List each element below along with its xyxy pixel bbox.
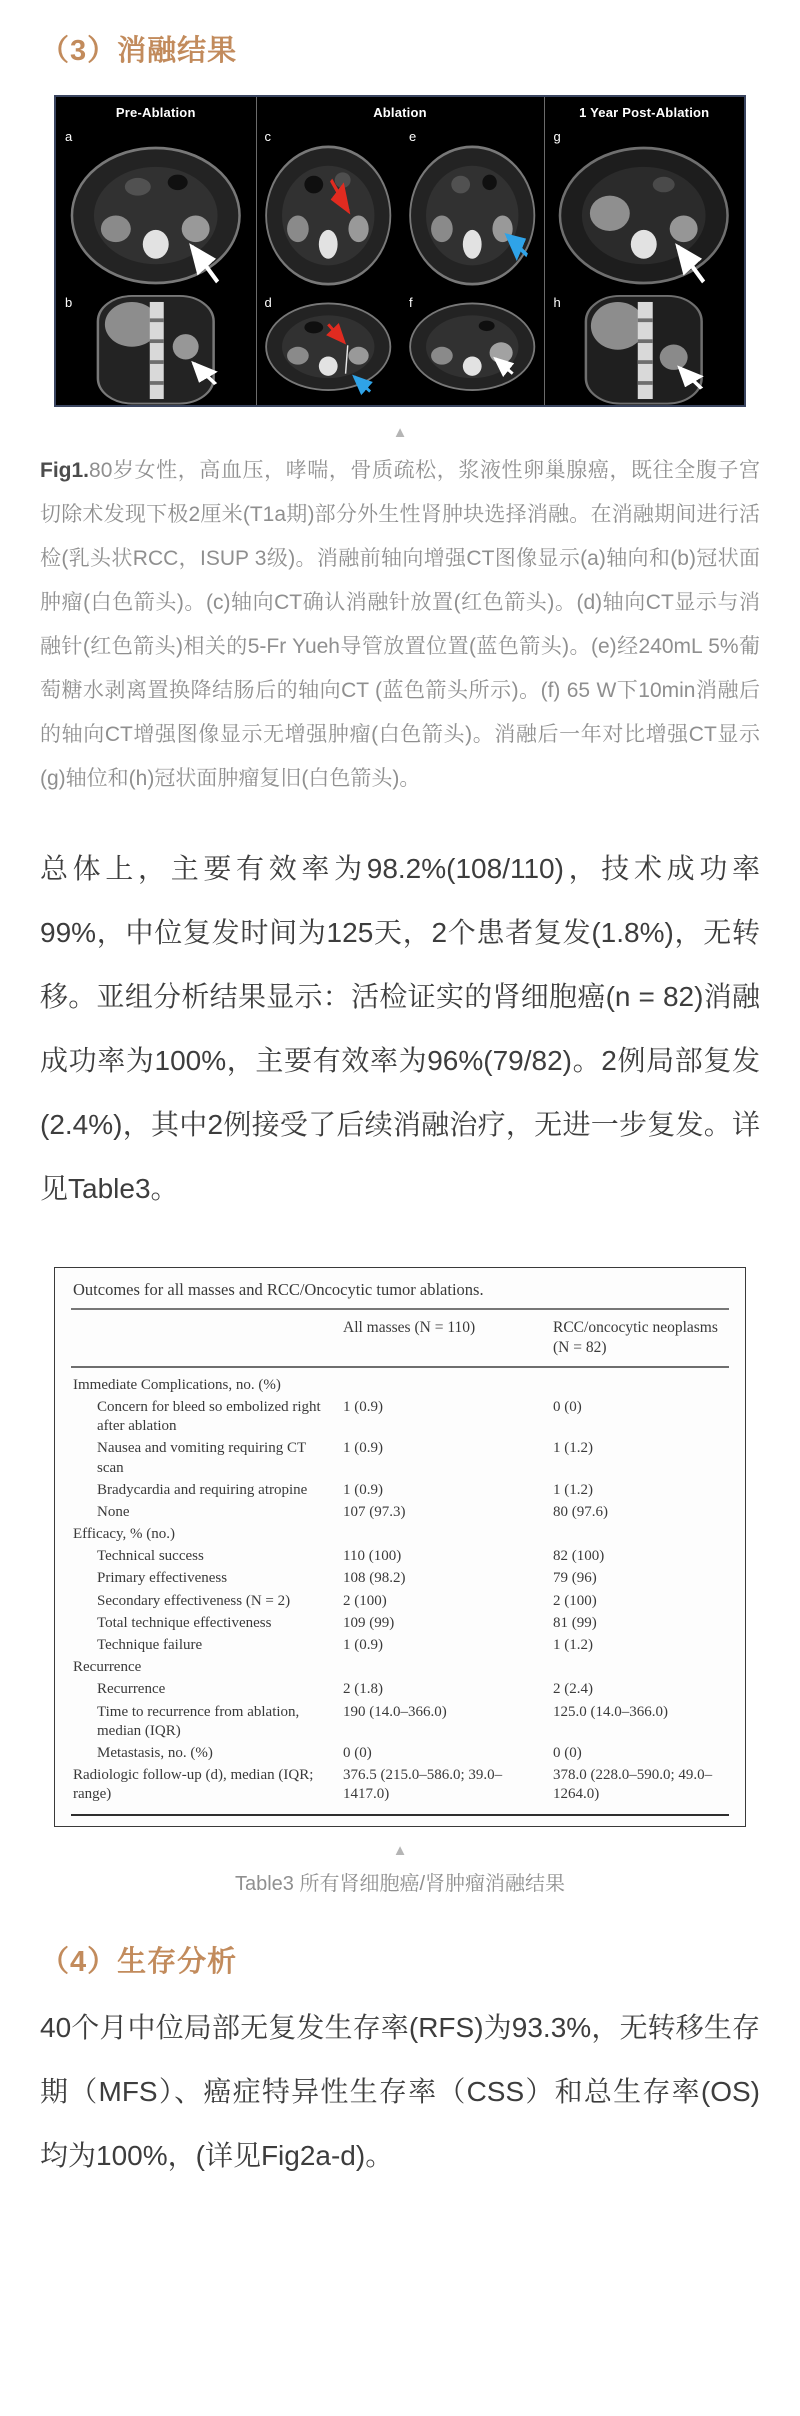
row-label: Radiologic follow-up (d), median (IQR; range) bbox=[73, 1767, 314, 1803]
panel-label: c bbox=[264, 129, 272, 144]
table-header-all-masses: All masses (N = 110) bbox=[343, 1319, 476, 1336]
panel-label: g bbox=[553, 129, 561, 144]
ct-axial-image bbox=[400, 293, 544, 405]
table-row bbox=[71, 1742, 729, 1764]
row-label: Bradycardia and requiring atropine bbox=[97, 1481, 308, 1498]
figure-column-divider bbox=[256, 97, 257, 405]
figure-column-header-pre-ablation: Pre-Ablation bbox=[115, 104, 196, 120]
figure-caption-text: 80岁女性，高血压，哮喘，骨质疏松，浆液性卵巢腺癌，既往全腹子宫切除术发现下极2厘米(T1a期)部分外生性肾肿块选择消融。在消融期间进行活检(乳头状RCC，ISUP 3级)。消融前轴向增强CT图像显示(a)轴向和(b)冠状面肿瘤(白色箭头)。(c)轴向CT确认消融针放置(红色箭头)。(d)轴向CT显示与消融针(红色箭头)相关的5-Fr Yueh导管放置位置(蓝色箭头)。(e)经240mL 5%葡萄糖水剥离置换降结肠后的轴向CT (蓝色箭头所示)。(f) 65 W下10min消融后的轴向CT增强图像显示无增强肿瘤(白色箭头)。消融后一年对比增强CT显示(g)轴位和(h)冠状面肿瘤复旧(白色箭头)。 bbox=[40, 459, 760, 790]
figure-row-top bbox=[56, 127, 744, 293]
rcc-value: 0 (0) bbox=[553, 1744, 582, 1761]
all-masses-value: 190 (14.0–366.0) bbox=[343, 1703, 447, 1720]
panel-label: b bbox=[65, 295, 73, 310]
ct-coronal-image bbox=[544, 293, 744, 405]
survival-paragraph: 40个月中位局部无复发生存率(RFS)为93.3%，无转移生存期（MFS）、癌症特异性生存率（CSS）和总生存率(OS)均为100%，(详见Fig2a-d)。 bbox=[40, 2012, 760, 2172]
all-masses-value: 108 (98.2) bbox=[343, 1570, 406, 1587]
table-header-rcc: RCC/oncocytic neoplasms (N = 82) bbox=[553, 1319, 718, 1357]
rcc-value: 0 (0) bbox=[553, 1398, 582, 1415]
rcc-value: 81 (99) bbox=[553, 1614, 597, 1631]
results-paragraph: 总体上，主要有效率为98.2%(108/110)，技术成功率99%，中位复发时间为125天，2个患者复发(1.8%)，无转移。亚组分析结果显示：活检证实的肾细胞癌(n = 82)消融成功率为100%，主要有效率为96%(79/82)。2例局部复发(2.4%)，其中2例接受了后续消融治疗，无进一步复发。详见Table3。 bbox=[40, 853, 760, 1204]
table-row bbox=[71, 1765, 729, 1806]
rcc-value: 2 (2.4) bbox=[553, 1681, 593, 1698]
rcc-value: 2 (100) bbox=[553, 1592, 597, 1609]
ct-panel-f bbox=[400, 293, 544, 405]
figure-caption-label: Fig1. bbox=[40, 459, 90, 482]
figure-column-divider bbox=[544, 97, 545, 405]
rcc-value: 378.0 (228.0–590.0; 49.0–1264.0) bbox=[553, 1767, 713, 1803]
panel-label: d bbox=[264, 295, 272, 310]
rcc-value: 82 (100) bbox=[553, 1548, 605, 1565]
ct-axial-image bbox=[400, 127, 544, 293]
all-masses-value: 1 (0.9) bbox=[343, 1637, 383, 1654]
row-label: Technique failure bbox=[97, 1637, 203, 1654]
rcc-value: 1 (1.2) bbox=[553, 1440, 593, 1457]
all-masses-value: 110 (100) bbox=[343, 1548, 402, 1565]
ct-panel-b bbox=[56, 293, 256, 405]
row-label: Recurrence bbox=[73, 1659, 142, 1676]
article-page bbox=[0, 28, 800, 2188]
row-label: Concern for bleed so embolized right after ablation bbox=[97, 1398, 321, 1435]
table-row bbox=[71, 1479, 729, 1501]
figure-row-bottom bbox=[56, 293, 744, 405]
table-row bbox=[71, 1546, 729, 1568]
rcc-value: 125.0 (14.0–366.0) bbox=[553, 1703, 668, 1720]
section-heading-survival-analysis: （4）生存分析 bbox=[40, 1946, 238, 1979]
figure-caption bbox=[40, 449, 760, 801]
row-label: Efficacy, % (no.) bbox=[73, 1526, 176, 1543]
table-row bbox=[71, 1438, 729, 1479]
row-label: Immediate Complications, no. (%) bbox=[73, 1376, 281, 1393]
all-masses-value: 107 (97.3) bbox=[343, 1503, 406, 1520]
ct-panel-g bbox=[544, 127, 744, 293]
ct-panel-h bbox=[544, 293, 744, 405]
table-header-spacer bbox=[71, 1310, 343, 1366]
ct-axial-image bbox=[544, 127, 744, 293]
all-masses-value: 109 (99) bbox=[343, 1614, 395, 1631]
row-label: Nausea and vomiting requiring CT scan bbox=[97, 1440, 306, 1476]
figure-column-header-post-ablation: 1 Year Post-Ablation bbox=[579, 104, 710, 120]
row-label: Technical success bbox=[97, 1548, 204, 1565]
rcc-value: 1 (1.2) bbox=[553, 1637, 593, 1654]
ct-panel-e bbox=[400, 127, 544, 293]
panel-label: f bbox=[408, 295, 413, 310]
table-caption: Table3 所有肾细胞癌/肾肿瘤消融结果 bbox=[234, 1873, 566, 1896]
ct-axial-image bbox=[256, 293, 400, 405]
table-row bbox=[71, 1612, 729, 1634]
row-label: Metastasis, no. (%) bbox=[97, 1744, 213, 1761]
table-row bbox=[71, 1396, 729, 1437]
panel-label: h bbox=[553, 295, 561, 310]
collapse-triangle-icon: ▲ bbox=[392, 424, 408, 441]
table-row bbox=[71, 1657, 729, 1679]
rcc-value: 1 (1.2) bbox=[553, 1481, 593, 1498]
all-masses-value: 2 (100) bbox=[343, 1592, 387, 1609]
all-masses-value: 1 (0.9) bbox=[343, 1481, 383, 1498]
ct-panel-a bbox=[56, 127, 256, 293]
table-title: Outcomes for all masses and RCC/Oncocytic tumor ablations. bbox=[71, 1276, 729, 1310]
ct-figure-image[interactable] bbox=[54, 95, 746, 407]
section-heading-ablation-results: （3）消融结果 bbox=[40, 35, 238, 67]
ct-axial-image bbox=[256, 127, 400, 293]
row-label: None bbox=[97, 1503, 130, 1520]
row-label: Recurrence bbox=[97, 1681, 166, 1698]
all-masses-value bbox=[343, 1657, 553, 1679]
all-masses-value: 376.5 (215.0–586.0; 39.0–1417.0) bbox=[343, 1767, 503, 1803]
row-label: Secondary effectiveness (N = 2) bbox=[97, 1592, 291, 1609]
ct-panel-d bbox=[256, 293, 400, 405]
rcc-value: 80 (97.6) bbox=[553, 1503, 608, 1520]
ct-panel-c bbox=[256, 127, 400, 293]
rcc-value: 79 (96) bbox=[553, 1570, 597, 1587]
table-row bbox=[71, 1679, 729, 1701]
panel-label: e bbox=[408, 129, 417, 144]
figure-column-header-ablation: Ablation bbox=[373, 104, 427, 120]
table3-outcomes[interactable] bbox=[54, 1267, 746, 1827]
table-row bbox=[71, 1590, 729, 1612]
figure-header-row bbox=[56, 97, 744, 127]
table-header-row bbox=[71, 1310, 729, 1368]
row-label: Time to recurrence from ablation, median (IQR) bbox=[97, 1703, 300, 1739]
row-label: Total technique effectiveness bbox=[97, 1614, 272, 1631]
all-masses-value: 2 (1.8) bbox=[343, 1681, 383, 1698]
row-label: Primary effectiveness bbox=[97, 1570, 228, 1587]
ct-coronal-image bbox=[56, 293, 256, 405]
collapse-triangle-icon: ▲ bbox=[392, 1842, 408, 1860]
table-row bbox=[71, 1568, 729, 1590]
all-masses-value: 1 (0.9) bbox=[343, 1398, 383, 1415]
table-row bbox=[71, 1501, 729, 1523]
rcc-value bbox=[553, 1374, 729, 1396]
rcc-value bbox=[553, 1524, 729, 1546]
table-body bbox=[71, 1368, 729, 1816]
panel-label: a bbox=[65, 129, 73, 144]
all-masses-value: 0 (0) bbox=[343, 1744, 372, 1761]
ct-axial-image bbox=[56, 127, 256, 293]
table-row bbox=[71, 1524, 729, 1546]
table-row bbox=[71, 1701, 729, 1742]
rcc-value bbox=[553, 1657, 729, 1679]
all-masses-value bbox=[343, 1524, 553, 1546]
table-row bbox=[71, 1635, 729, 1657]
table-row bbox=[71, 1374, 729, 1396]
all-masses-value bbox=[343, 1374, 553, 1396]
all-masses-value: 1 (0.9) bbox=[343, 1440, 383, 1457]
